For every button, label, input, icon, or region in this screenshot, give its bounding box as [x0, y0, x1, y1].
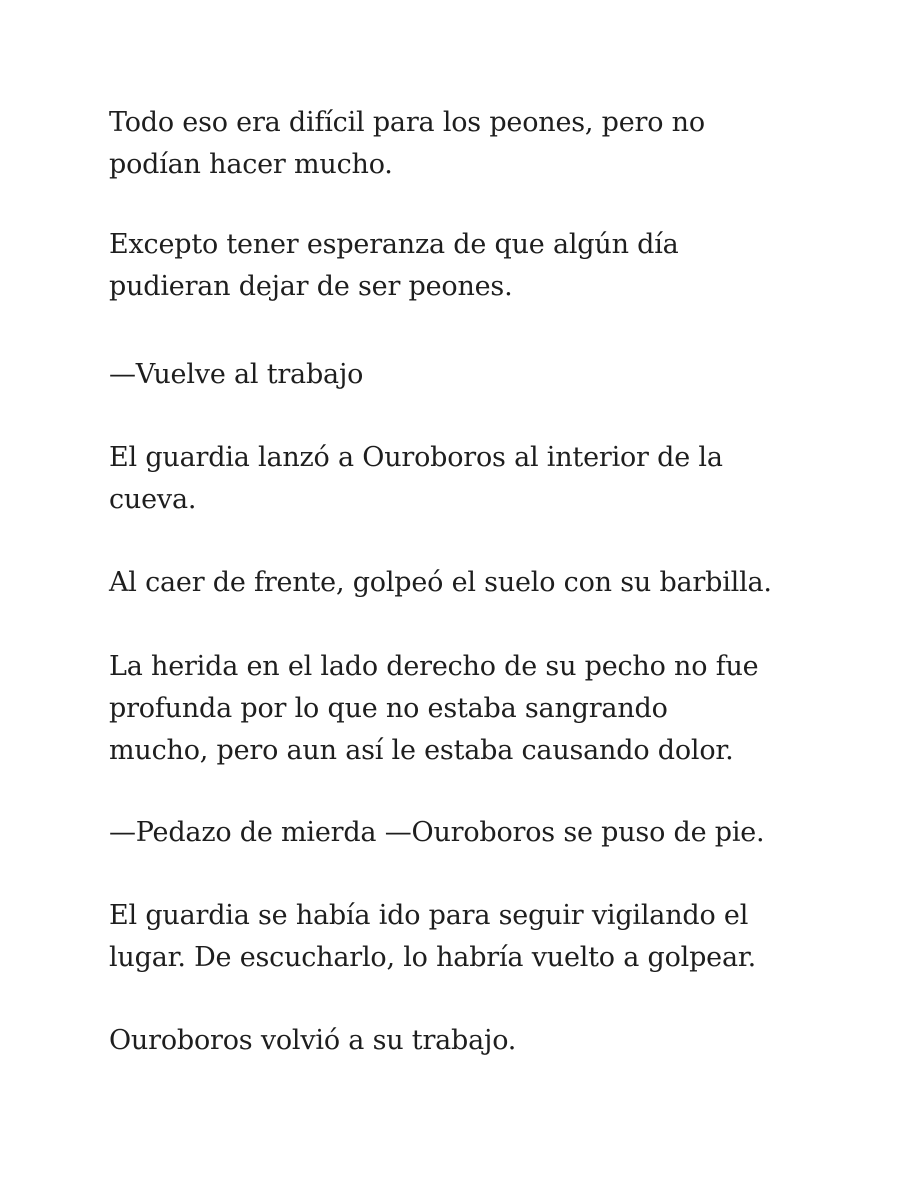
text-line: El guardia se había ido para seguir vigilando el	[109, 900, 749, 931]
text-line: Excepto tener esperanza de que algún día	[109, 229, 679, 260]
text-line: Todo eso era difícil para los peones, pero no	[109, 107, 705, 138]
text-line: profunda por lo que no estaba sangrando	[109, 693, 668, 724]
paragraph-5	[109, 562, 809, 604]
text-line: —Vuelve al trabajo	[109, 359, 364, 390]
text-line: mucho, pero aun así le estaba causando dolor.	[109, 735, 734, 766]
text-line: Ouroboros volvió a su trabajo.	[109, 1025, 517, 1056]
text-line: cueva.	[109, 484, 197, 515]
paragraph-6	[109, 646, 809, 772]
paragraph-9	[109, 1020, 809, 1062]
paragraph-2	[109, 224, 809, 308]
text-line: La herida en el lado derecho de su pecho no fue	[109, 651, 759, 682]
paragraph-8	[109, 895, 809, 979]
paragraph-7	[109, 812, 809, 854]
text-line: podían hacer mucho.	[109, 149, 393, 180]
text-line: Al caer de frente, golpeó el suelo con su barbilla.	[109, 567, 772, 598]
text-line: lugar. De escucharlo, lo habría vuelto a golpear.	[109, 942, 756, 973]
text-line: El guardia lanzó a Ouroboros al interior de la	[109, 442, 723, 473]
paragraph-4	[109, 437, 809, 521]
paragraph-1	[109, 102, 809, 186]
text-line: pudieran dejar de ser peones.	[109, 271, 513, 302]
paragraph-3	[109, 354, 809, 396]
text-line: —Pedazo de mierda —Ouroboros se puso de pie.	[109, 817, 765, 848]
